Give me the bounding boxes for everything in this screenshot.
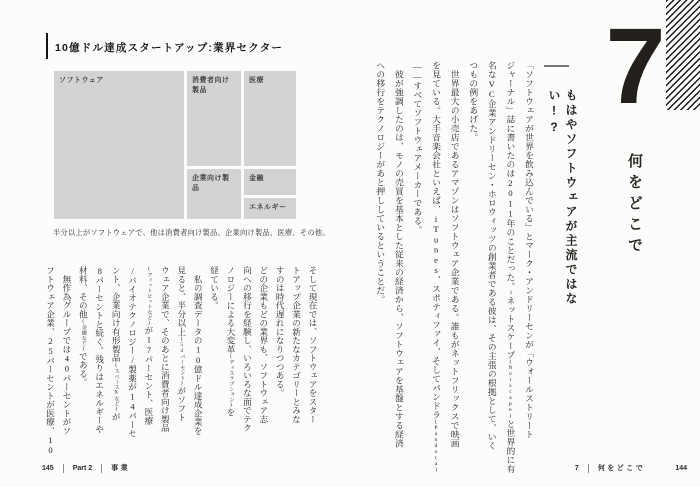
text-column [173,266,189,466]
footer-separator [101,464,102,473]
text-segment: 見ると、半分以上 [176,266,187,336]
text-column: 8パーセントと続く。残りはエネルギーや [94,266,105,434]
treemap-chart [54,71,296,219]
text-column: 向への移行を経験し、いろいろな面でテク [242,266,253,433]
stripe-decoration [666,0,700,110]
footer-chapter-title: 何をどこで [597,465,646,472]
treemap-box-label: 医療 [249,77,264,84]
treemap-box-label: エネルギー [249,204,287,211]
treemap-box-label: 消費者向け製品 [192,77,230,94]
text-segment: 1 [508,290,514,297]
right-body-text [368,61,538,474]
text-column: /バイオテクノロジー/製薬が14パーセ [127,266,138,438]
left-footer [42,463,130,473]
text-segment: (Pandora) [433,419,440,474]
text-segment: がソフト [176,386,187,422]
footer-separator [588,464,589,473]
text-segment: (54パーセント) [178,336,185,387]
text-column: どの企業もどの業界も、ソフトウェア志 [258,266,269,424]
left-body-text [42,266,321,466]
text-column: 無作為グループでは40パーセントがソ [61,266,72,436]
text-column [141,266,157,466]
text-segment: ネットスケープ [505,296,516,360]
text-segment: が [111,412,122,421]
footer-page-number: 145 [42,464,54,472]
chapter-subtitle: もはやソフトウェアが主流ではない!? [547,89,578,307]
text-column: 名なVC企業アンドリーセン・ホロウィッツの創業者である彼は、その主張の根拠として、いく [486,61,497,451]
text-column: つもの例をあげた。 [468,61,479,142]
footer-separator [63,464,64,473]
text-segment: (スペースXなど) [113,362,120,413]
text-segment: (ディスラプション) [227,353,234,409]
text-segment: ント、企業向け有形製品 [111,266,122,363]
text-segment: を見ている。大手音楽会社といえば、iTunes、スポティファイ、そしてパンドラ [431,61,442,420]
footer-chapter-number: 7 [574,464,579,472]
treemap-box-0 [54,71,184,219]
text-column: トアップ企業の新たなカテゴリーとみな [291,266,302,424]
text-column: ――すべてソフトウェアメーカーである。 [412,61,423,235]
text-segment: (Netscape) [507,359,514,420]
text-column [223,266,239,466]
text-column [501,61,520,474]
treemap-box-5 [244,198,296,219]
text-column [108,266,124,466]
text-column [75,266,91,466]
text-segment: である。 [78,351,89,387]
text-column: ウェア企業で、そのあとに消費者向け製品 [160,266,171,433]
treemap-box-label: ソフトウェア [59,77,104,84]
text-column: 私の調査データの10億ドル達成企業を [193,266,204,436]
text-segment: を [225,408,236,417]
text-segment: と世界的に有 [505,419,516,474]
treemap-box-label: 金融 [249,175,264,182]
title-accent-bar [46,33,48,59]
right-footer [575,463,687,473]
chapter-title: 何をどこで [626,153,643,258]
treemap-box-3 [187,169,241,219]
footer-section-label: 事業 [111,465,131,472]
treemap-box-4 [244,169,296,195]
figure-title: 10億ドル達成スタートアップ:業界セクター [55,42,284,54]
text-column: 経ている。 [209,266,220,310]
text-segment: ノロジーによる大変革 [225,266,236,354]
text-column: すのは時代遅れになりつつある。 [275,266,286,398]
treemap-box-2 [244,71,296,166]
text-column: への移行をテクノロジーがあと押ししているということだ。 [375,61,386,304]
text-column: 彼が強調したのは、モノの売買を基本とした従来の経済から、ソフトウェアを基盤とする経済 [393,61,404,448]
subtitle-marker-line [544,65,569,67]
text-column: フトウェア企業、25パーセントが医療、10 [45,266,56,456]
text-segment: (金融など) [80,318,87,352]
text-column: 「ソフトウェアが世界を飲み込んでいる」とマーク・アンドリーセンが「ウォールストリート [524,61,534,439]
text-segment: (フィットビットなど) [145,266,152,326]
text-column [426,61,445,474]
text-segment: が17パーセント、医療 [143,325,154,426]
chapter-number: 7 [605,5,663,126]
text-segment: ジャーナル」誌に書いたのは2011年のことだった。 [505,61,516,291]
text-column: 世界最大の小売店であるアマゾンはソフトウェア企業である。誰もがネットフリックスで映画 [449,61,460,448]
footer-page-number: 144 [675,464,687,472]
footer-part-label: Part 2 [72,464,93,472]
treemap-box-label: 企業向け製品 [192,175,230,192]
text-column: そして現在では、ソフトウェアをスター [308,266,318,424]
text-segment: 材料、その他 [78,266,89,319]
figure-caption: 半分以上がソフトウェアで、他は消費者向け製品、企業向け製品、医療、その他。 [53,228,330,237]
treemap-box-1 [187,71,241,166]
